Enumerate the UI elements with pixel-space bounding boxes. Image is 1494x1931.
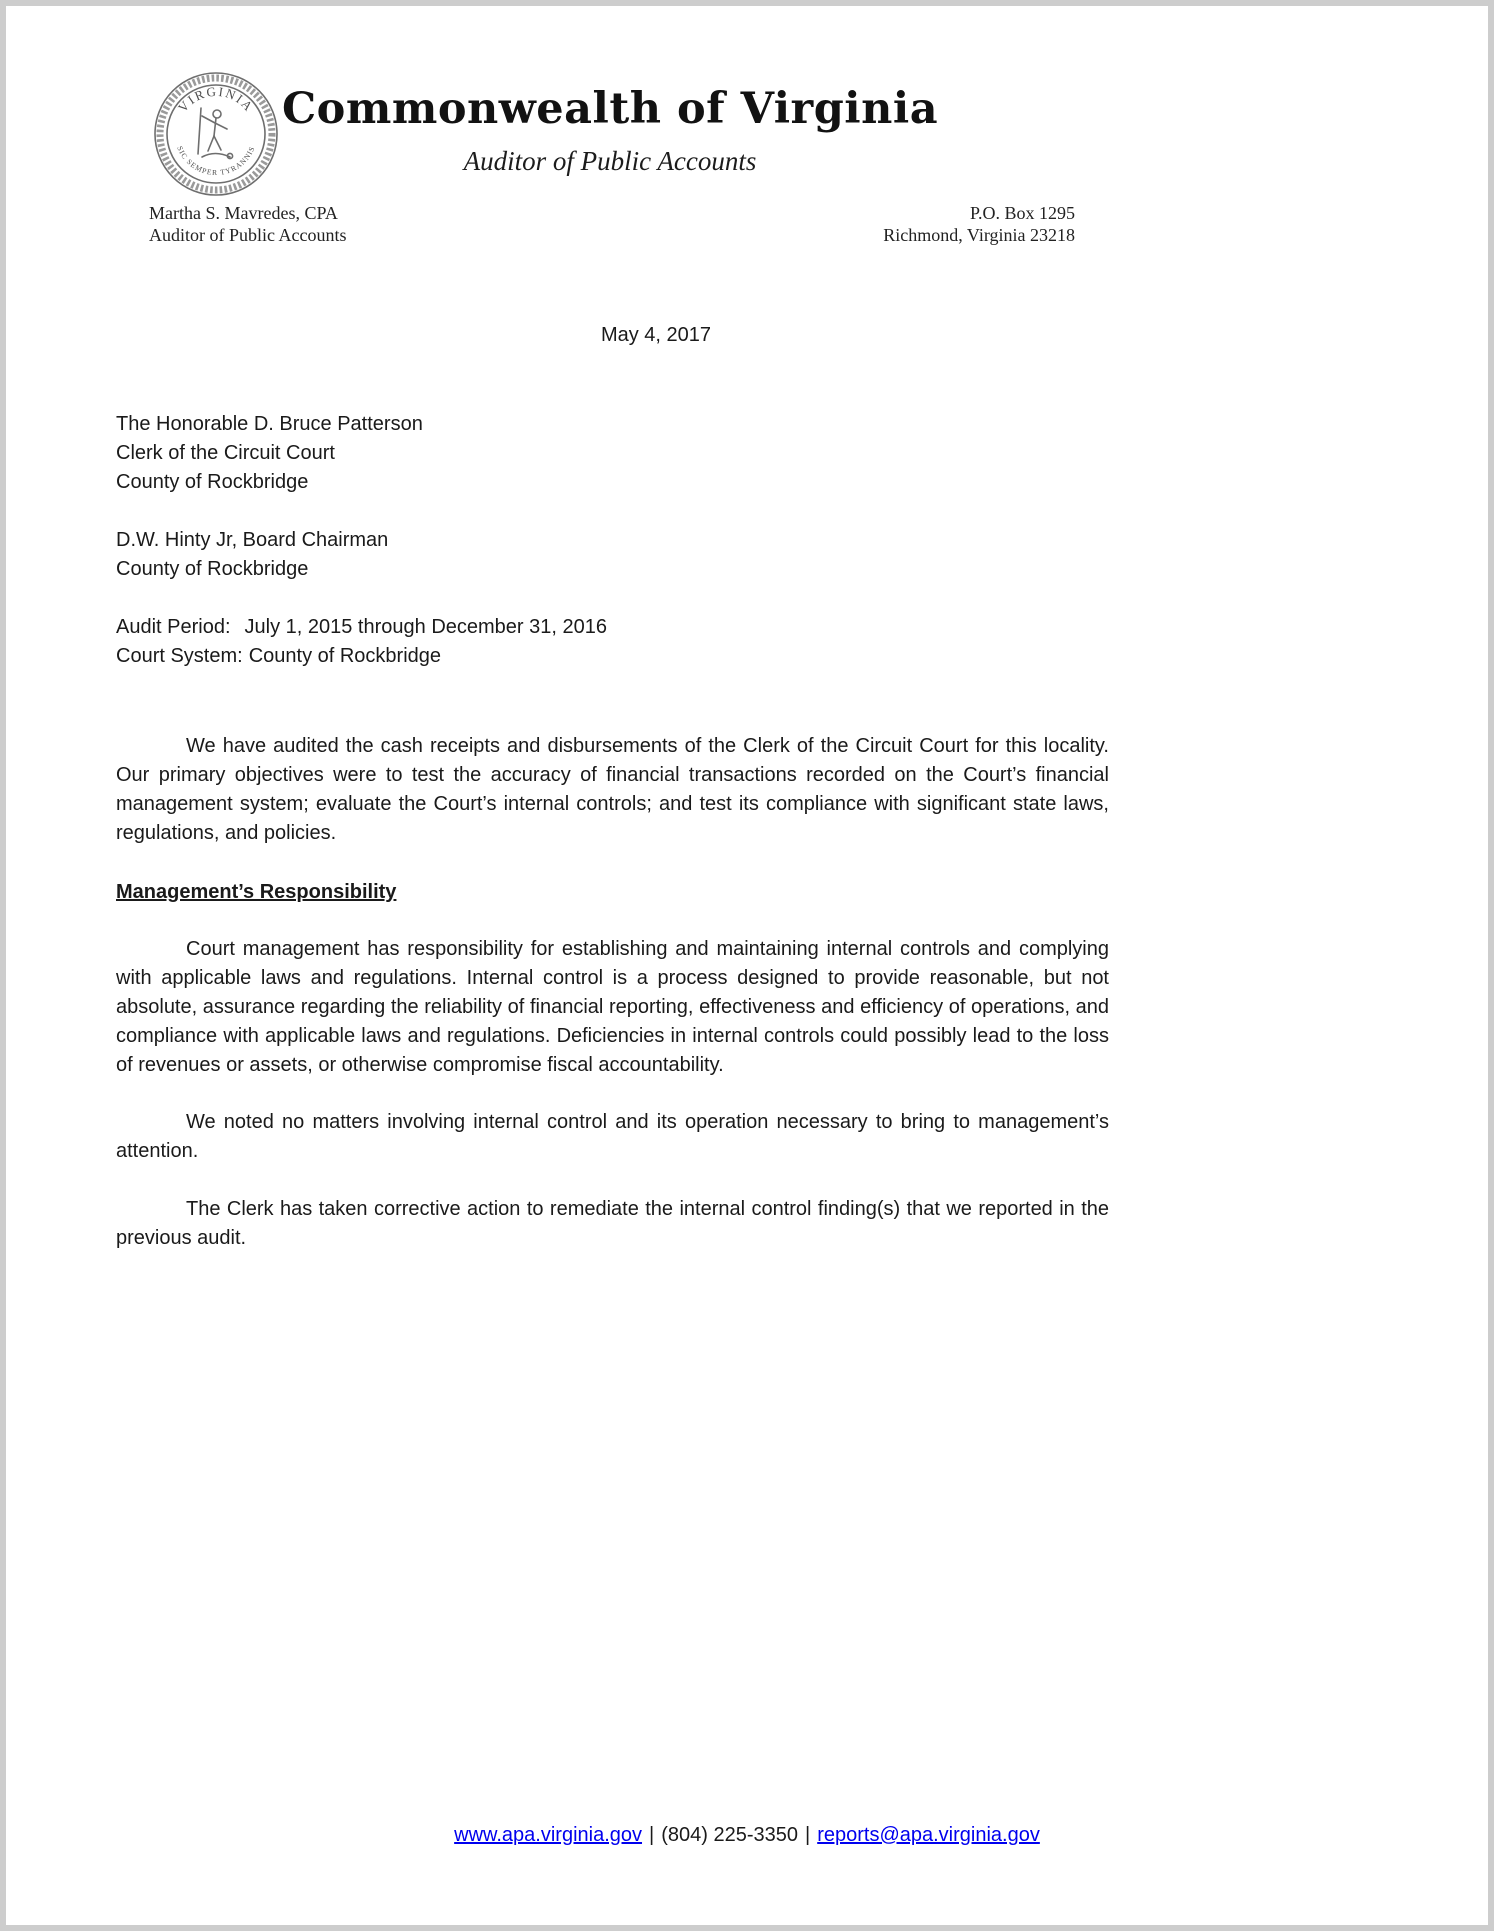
recipient-line: County of Rockbridge [116, 558, 309, 580]
paragraph-audit-scope: We have audited the cash receipts and disbursements of the Clerk of the Circuit Court for this locality. Our primary objectives were to test the accuracy of financial transactions recorded on the Court’s financial management system; evaluate the Court’s internal controls; and test its compliance with significant state laws, regulations, and policies. [116, 735, 1109, 844]
recipient-block [116, 410, 607, 671]
recipient-line: Clerk of the Circuit Court [116, 442, 335, 464]
auditor-name-block [149, 202, 346, 246]
letter-date: May 4, 2017 [600, 324, 712, 346]
auditor-name: Martha S. Mavredes, CPA [149, 203, 338, 223]
court-system-line [116, 642, 607, 671]
court-system-label: Court System: [116, 645, 243, 667]
office-address-block [675, 202, 1075, 246]
footer-separator: | [805, 1824, 811, 1846]
email-link[interactable]: reports@apa.virginia.gov [817, 1824, 1040, 1846]
court-system-value: County of Rockbridge [248, 645, 442, 667]
audit-period-line [116, 613, 607, 642]
paragraph-management-responsibility: Court management has responsibility for establishing and maintaining internal controls and complying with applicable laws and regulations. Internal control is a process designed to provide reasonable, but not absolute, assurance regarding the reliability of financial reporting, effectiveness and efficiency of operations, and compliance with applicable laws and regulations. Deficiencies in internal controls could possibly lead to the loss of revenues or assets, or otherwise compromise fiscal accountability. [116, 938, 1109, 1076]
po-box: P.O. Box 1295 [969, 203, 1075, 223]
website-link[interactable]: www.apa.virginia.gov [454, 1824, 643, 1846]
spacer [116, 497, 607, 526]
letter-footer [6, 1824, 1488, 1847]
masthead [110, 84, 1110, 177]
recipient-line: County of Rockbridge [116, 471, 309, 493]
phone-number: (804) 225-3350 [661, 1824, 798, 1846]
letter-body [116, 732, 1109, 1253]
seal-title-text: VIRGINIA [174, 83, 258, 115]
audit-period-label: Audit Period: [116, 616, 231, 638]
section-heading-managements-responsibility: Management’s Responsibility [116, 881, 397, 903]
seal-motto-text: SIC SEMPER TYRANNIS [175, 144, 257, 178]
paragraph-corrective-action: The Clerk has taken corrective action to remediate the internal control finding(s) that we reported in the previous audit. [116, 1198, 1109, 1249]
paragraph-no-matters-noted: We noted no matters involving internal control and its operation necessary to bring to management’s attention. [116, 1111, 1109, 1162]
city-state-zip: Richmond, Virginia 23218 [883, 225, 1075, 245]
recipient-line: D.W. Hinty Jr, Board Chairman [116, 529, 389, 551]
org-name: Commonwealth of Virginia [281, 84, 939, 134]
auditor-title: Auditor of Public Accounts [149, 225, 347, 245]
recipient-line: The Honorable D. Bruce Patterson [116, 413, 423, 435]
audit-period-value: July 1, 2015 through December 31, 2016 [244, 616, 607, 638]
spacer [116, 584, 607, 613]
footer-separator: | [649, 1824, 655, 1846]
org-subtitle: Auditor of Public Accounts [463, 146, 757, 176]
